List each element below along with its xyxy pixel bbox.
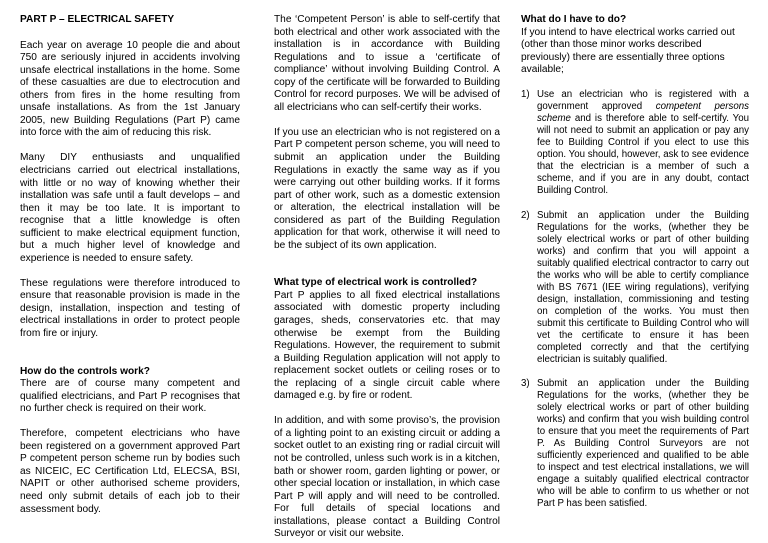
intro-paragraph: Each year on average 10 people die and about 750 are seriously injured in accidents involving unsafe electrical installations in the home. Some of these casualties are due to electrocution and others from fires in the home resulting from unsafe installations. As from the 1st January 2005, new Building Regulations (Part P) came into force with the aim of reducing this risk. bbox=[20, 39, 240, 139]
column-left bbox=[20, 14, 240, 516]
controlled-work-heading: What type of electrical work is controlled? bbox=[274, 277, 478, 289]
options-list bbox=[521, 89, 749, 510]
what-to-do-heading: What do I have to do? bbox=[521, 14, 627, 25]
list-item-text: Submit an application under the Building Regulations for the works, (whether they be solely electrical works or part of other building works) and confirm that you wish building control to ensure that you meet the requirements of Part P. As Building Control Surveyors are not sufficiently experienced and qualified to be able to inspect and test electrical installations, we will engage a suitably qualified electrical contractor who will be able to confirm to us whether or not Part P has been satisfied. bbox=[537, 378, 749, 510]
column-right bbox=[521, 14, 749, 523]
regulations-paragraph: These regulations were therefore introduced to ensure that reasonable provision is made in the design, installation, inspection and testing of electrical installations in order to protect people from fire or injury. bbox=[20, 277, 240, 340]
list-item-text: Submit an application under the Building Regulations for the works, (whether they be solely electrical works or part of other building works) and confirm that you will appoint a suitably qualified electrical contractor to carry out the works who will be able to certify compliance with BS 7671 (IEE wiring regulations), verifying design, installation, commissioning and testing on completion of the works. You must then submit this certificate to Building Control who will vet the certificate to ensure it has been completed correctly and that the certifying electrician is suitably qualified. bbox=[537, 209, 749, 365]
diy-paragraph: Many DIY enthusiasts and unqualified electricians carried out electrical installations, with little or no way of knowing whether their installation was safe until a fault develops – and then it may be too late. It is important to recognise that a little knowledge is often sufficient to make electrical equipment function, but a much higher level of knowledge and experience is needed to ensure safety. bbox=[20, 152, 240, 264]
competent-electricians-paragraph: Therefore, competent electricians who have been registered on a government approved Part P competent person scheme run by bodies such as NICEIC, EC Certification Ltd, ELECSA, BSI, NAPIT or other authorised scheme providers, need only submit details of each job to their assessment body. bbox=[20, 428, 240, 515]
document-title: PART P – ELECTRICAL SAFETY bbox=[20, 14, 175, 25]
list-item bbox=[521, 210, 749, 366]
list-item bbox=[521, 89, 749, 197]
competent-persons-scheme-emphasis: competent persons scheme bbox=[537, 101, 749, 125]
list-item bbox=[521, 378, 749, 510]
competent-person-paragraph: The ‘Competent Person’ is able to self-certify that both electrical and other work associated with the installation is in accordance with Building Regulations and to issue a ‘certificate of compliance’ without involving Building Control. A copy of the certificate will be forwarded to Building Control for record purposes. We will be advised of all electricians who can self-certify their works. bbox=[274, 14, 500, 113]
options-intro-paragraph: If you intend to have electrical works carried out (other than those minor works described previously) there are essentially three options available; bbox=[521, 26, 735, 76]
list-item-number: 1) bbox=[521, 89, 530, 101]
part-p-scope-paragraph: Part P applies to all fixed electrical installations associated with domestic property including garages, sheds, conservatories etc. that may otherwise be exempt from the Building Regulations. However, the requirement to submit a Building Regulation application will not apply to replacement socket outlets or ceiling roses or to the replacing of a single circuit cable where damaged e.g. by fire or rodent. bbox=[274, 289, 500, 402]
controls-paragraph: There are of course many competent and qualified electricians, and Part P recognises that no further check is required on their work. bbox=[20, 378, 240, 415]
proviso-paragraph: In addition, and with some proviso’s, the provision of a lighting point to an existing circuit or adding a socket outlet to an existing ring or radial circuit will not be controlled, unless such work is in a kitchen, bath or shower room, garden lighting or power, or other special location or installation, in which case Part P will apply and will need to be controlled. For full details of special locations and installations, please contact a Building Control Surveyor or visit our website. bbox=[274, 415, 500, 540]
column-middle bbox=[274, 14, 500, 541]
controls-heading: How do the controls work? bbox=[20, 365, 150, 377]
list-item-text: Use an electrician who is registered with a government approved competent persons scheme and is therefore able to self-certify. You will not need to submit an application or pay any fee to Building Control if you elect to use this option. You should, however, ask to see evidence that the electrician is a member of such a scheme, and if you are in any doubt, contact Building Control. bbox=[537, 89, 749, 197]
unregistered-electrician-paragraph: If you use an electrician who is not registered on a Part P competent person scheme, you will need to submit an application under the Building Regulations in exactly the same way as if you were carrying out other building works. If it forms part of other work, such as a domestic extension or alteration, the electrical installation will be considered as part of the Building Regulation application for that work, otherwise it will need to be the subject of its own application. bbox=[274, 126, 500, 251]
list-item-number: 2) bbox=[521, 209, 530, 221]
list-item-number: 3) bbox=[521, 378, 530, 390]
